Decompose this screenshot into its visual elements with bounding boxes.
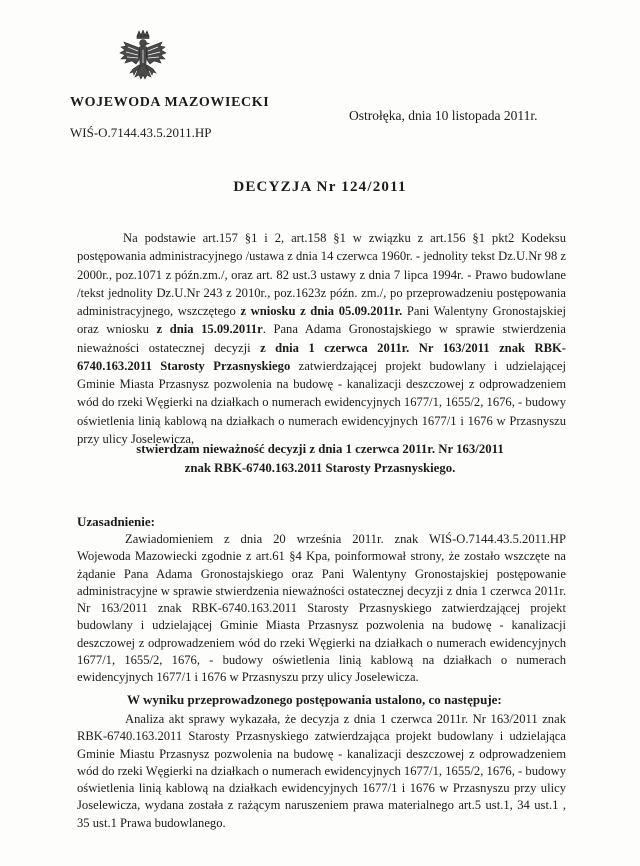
basis-bold-decision-ref: z dnia 1 czerwca 2011r. Nr 163/2011 znak RBK-6740.163.2011 Starosty Przasnyskiego: [77, 340, 566, 373]
place-and-date: Ostrołęka, dnia 10 listopada 2011r.: [349, 108, 538, 123]
basis-text-4: zatwierdzającej projekt budowlany i udzielającej Gminie Miasta Przasnysz pozwolenia na budowę - kanalizacji deszczowej z odprowadzeniem wód do rzeki Węgierki na działkach o numerach ewidencyjnych 1677/1, 1655/2, 1676, - budowy oświetlenia linią kablową na działkach o numerach ewidencyjnych 1677/1 i 1676 w Przasnyszu przy ulicy Joselewicza,: [77, 358, 566, 446]
analysis-paragraph: [77, 711, 566, 832]
basis-bold-request-1: z wniosku z dnia 05.09.2011r.: [240, 304, 403, 318]
basis-text-3: . Pana Adama Gronostajskiego w sprawie stwierdzenia nieważności ostatecznej decyzji: [77, 322, 567, 355]
basis-bold-request-2: z dnia 15.09.2011r: [156, 322, 263, 337]
decision-title: DECYZJA Nr 124/2011: [233, 179, 407, 195]
justification-paragraph: [77, 531, 566, 687]
ruling-line-2: znak RBK-6740.163.2011 Starosty Przasnyskiego.: [184, 461, 456, 475]
analysis-text: Analiza akt sprawy wykazała, że decyzja z dnia 1 czerwca 2011r. Nr 163/2011 znak RBK-6740.163.2011 Starosty Przasnyskiego zatwierdzająca projekt budowlany i udzielająca Gminie Miastu Przasnysz pozwolenia na budowę - kanalizacji deszczowej z odprowadzeniem wód do rzeki Węgierki na działkach o numerach ewidencyjnych 1677/1, 1655/2, 1676, - budowy oświetlenia linią kablową na działkach ewidencyjnych 1677/1 i 1676 w Przasnyszu przy ulicy Joselewicza, wydana została z rażącym naruszeniem prawa materialnego art.5 ust.1, 34 ust.1 , 35 ust.1 Prawa budowlanego.: [77, 712, 566, 830]
reference-number: WIŚ-O.7144.43.5.2011.HP: [70, 125, 212, 140]
justification-heading: Uzasadnienie:: [77, 514, 155, 529]
issuer-name: WOJEWODA MAZOWIECKI: [70, 95, 270, 110]
basis-text-2: Pani Walentyny Gronostajskiej oraz wniosku: [77, 304, 566, 337]
justification-text: Zawiadomieniem z dnia 20 września 2011r. znak WIŚ-O.7144.43.5.2011.HP Wojewoda Mazowiecki zgodnie z art.61 §4 Kpa, poinformował strony, że zostało wszczęte na żądanie Pana Adama Gronostajskiego oraz Pani Walentyny Gronostajskiej postępowanie administracyjne w sprawie stwierdzenia nieważności ostatecznej decyzji z dnia 1 czerwca 2011r. Nr 163/2011 znak RBK-6740.163.2011 Starosty Przasnyskiego zatwierdzającej projekt budowlany i udzielającej Gminie Miasta Przasnysz pozwolenia na budowę - kanalizacji deszczowej z odprowadzeniem wód do rzeki Węgierki na działkach o numerach ewidencyjnych 1677/1, 1655/2, 1676, - budowy oświetlenia linią kablową na działkach o numerach ewidencyjnych 1677/1 i 1676 w Przasnyszu przy ulicy Joselewicza.: [77, 532, 566, 685]
legal-basis-paragraph: [77, 229, 566, 448]
polish-eagle-emblem-icon: [118, 30, 168, 90]
ruling: [0, 440, 640, 478]
basis-text-1: Na podstawie art.157 §1 i 2, art.158 §1 w związku z art.156 §1 pkt2 Kodeksu postępowania administracyjnego /ustawa z dnia 14 czerwca 1960r. - jednolity tekst Dz.U.Nr 98 z 2000r., poz.1071 z późn.zm./, oraz art. 82 ust.3 ustawy z dnia 7 lipca 1994r. - Prawo budowlane /tekst jednolity Dz.U.Nr 243 z 2010r., poz.1623z późn. zm./, po przeprowadzeniu postępowania administracyjnego, wszczętego: [77, 231, 566, 318]
ruling-line-1: stwierdzam nieważność decyzji z dnia 1 czerwca 2011r. Nr 163/2011: [136, 442, 504, 456]
findings-heading: W wyniku przeprowadzonego postępowania ustalono, co następuje:: [127, 692, 502, 707]
